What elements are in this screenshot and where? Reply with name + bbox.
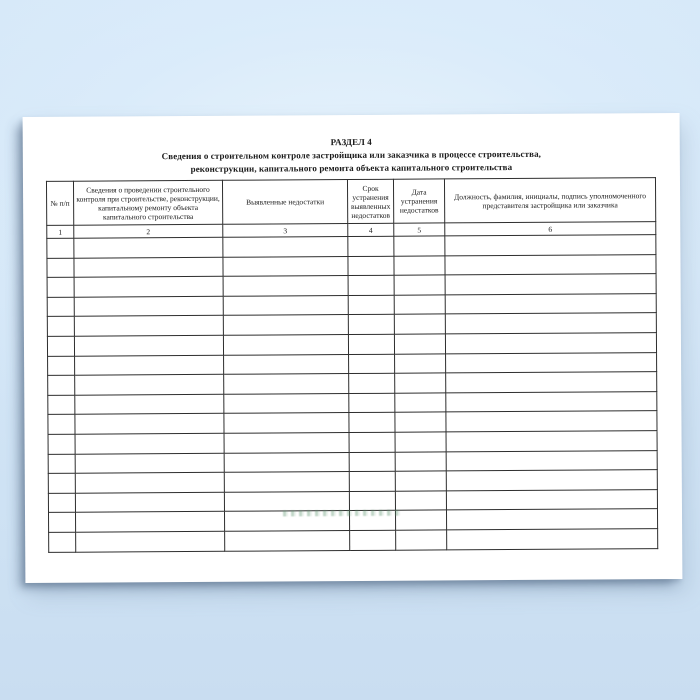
- empty-cell: [348, 315, 394, 335]
- empty-cell: [394, 314, 445, 334]
- column-header-deadline: Срок устранения выявленных недостатков: [347, 179, 393, 223]
- empty-cell: [445, 313, 656, 334]
- empty-cell: [49, 532, 76, 552]
- empty-cell: [446, 509, 657, 530]
- header-row: [46, 178, 655, 226]
- empty-cell: [394, 295, 445, 315]
- empty-cell: [74, 276, 223, 297]
- empty-cell: [224, 374, 349, 394]
- empty-cell: [48, 415, 75, 435]
- empty-cell: [348, 236, 394, 256]
- empty-cell: [349, 354, 395, 374]
- empty-cell: [445, 333, 656, 354]
- empty-cell: [446, 352, 657, 373]
- column-number: 3: [223, 224, 348, 238]
- empty-cell: [74, 257, 223, 278]
- empty-cell: [348, 256, 394, 276]
- column-header-fix-date: Дата устранения недостатков: [393, 179, 444, 223]
- empty-cell: [446, 489, 657, 510]
- empty-cell: [224, 491, 349, 511]
- column-number: 5: [394, 223, 445, 236]
- empty-cell: [224, 413, 349, 433]
- table-header: [46, 178, 655, 239]
- empty-cell: [395, 412, 446, 432]
- empty-cell: [348, 275, 394, 295]
- empty-cell: [74, 237, 223, 258]
- column-header-defects: Выявленные недостатки: [222, 180, 347, 225]
- empty-cell: [47, 238, 74, 258]
- empty-cell: [224, 393, 349, 413]
- section-title: РАЗДЕЛ 4: [330, 136, 372, 148]
- empty-cell: [75, 492, 224, 513]
- empty-cell: [349, 471, 395, 491]
- empty-cell: [224, 354, 349, 374]
- column-header-representative: Должность, фамилия, инициалы, подпись уполномоченного представителя застройщика или заказчика: [444, 178, 655, 223]
- watermark: [283, 510, 401, 517]
- empty-cell: [225, 530, 350, 550]
- empty-cell: [223, 237, 348, 257]
- construction-control-table: [46, 177, 658, 552]
- empty-cell: [75, 453, 224, 474]
- empty-cell: [395, 491, 446, 511]
- empty-cell: [48, 395, 75, 415]
- empty-cell: [445, 274, 656, 295]
- empty-cell: [48, 454, 75, 474]
- empty-cell: [47, 317, 74, 337]
- empty-cell: [394, 236, 445, 256]
- empty-cell: [446, 372, 657, 393]
- empty-cell: [394, 275, 445, 295]
- empty-cell: [446, 391, 657, 412]
- empty-cell: [395, 393, 446, 413]
- empty-cell: [223, 276, 348, 296]
- empty-cell: [395, 471, 446, 491]
- empty-cell: [48, 434, 75, 454]
- empty-cell: [47, 297, 74, 317]
- column-number: 4: [348, 223, 394, 236]
- column-number: 6: [445, 222, 656, 236]
- empty-cell: [349, 393, 395, 413]
- empty-cell: [446, 431, 657, 452]
- column-header-num: № п/п: [46, 181, 73, 225]
- empty-cell: [446, 411, 657, 432]
- empty-cell: [394, 334, 445, 354]
- empty-cell: [445, 235, 656, 256]
- subtitle-line-1: Сведения о строительном контроле застройщика или заказчика в процессе строительства,: [161, 148, 542, 162]
- empty-cell: [349, 373, 395, 393]
- empty-cell: [49, 513, 76, 533]
- empty-cell: [349, 452, 395, 472]
- document-title-block: [23, 134, 680, 177]
- empty-cell: [348, 334, 394, 354]
- empty-cell: [75, 472, 224, 493]
- empty-cell: [47, 277, 74, 297]
- empty-cell: [348, 295, 394, 315]
- empty-cell: [75, 374, 224, 395]
- empty-cell: [395, 353, 446, 373]
- empty-cell: [395, 373, 446, 393]
- empty-cell: [48, 493, 75, 513]
- empty-cell: [445, 293, 656, 314]
- empty-cell: [48, 473, 75, 493]
- empty-cell: [446, 470, 657, 491]
- empty-cell: [445, 254, 656, 275]
- empty-cell: [224, 452, 349, 472]
- empty-cell: [75, 394, 224, 415]
- empty-cell: [74, 335, 223, 356]
- column-number: 2: [74, 224, 223, 238]
- empty-cell: [349, 491, 395, 511]
- subtitle-line-2: реконструкции, капитального ремонта объекта капитального строительства: [190, 162, 513, 174]
- empty-cell: [47, 336, 74, 356]
- empty-cell: [223, 256, 348, 276]
- empty-cell: [48, 356, 75, 376]
- empty-cell: [48, 375, 75, 395]
- empty-cell: [76, 531, 225, 552]
- document-page: [23, 113, 683, 583]
- empty-cell: [396, 530, 447, 550]
- empty-cell: [75, 512, 224, 533]
- table-row: [49, 529, 658, 552]
- table-body: [47, 235, 658, 552]
- empty-cell: [395, 432, 446, 452]
- empty-cell: [447, 529, 658, 550]
- empty-cell: [349, 413, 395, 433]
- empty-cell: [349, 432, 395, 452]
- empty-cell: [75, 414, 224, 435]
- empty-cell: [395, 510, 446, 530]
- empty-cell: [223, 315, 348, 335]
- empty-cell: [224, 432, 349, 452]
- empty-cell: [224, 472, 349, 492]
- empty-cell: [446, 450, 657, 471]
- empty-cell: [350, 530, 396, 550]
- column-header-control-info: Сведения о проведении строительного контроля при строительстве, реконструкции, капитальному ремонту объекта капитального строительства: [73, 180, 222, 225]
- empty-cell: [394, 256, 445, 276]
- empty-cell: [223, 295, 348, 315]
- column-number: 1: [47, 225, 74, 238]
- empty-cell: [395, 451, 446, 471]
- empty-cell: [74, 316, 223, 337]
- empty-cell: [47, 258, 74, 278]
- empty-cell: [223, 334, 348, 354]
- empty-cell: [75, 433, 224, 454]
- empty-cell: [74, 296, 223, 317]
- empty-cell: [75, 355, 224, 376]
